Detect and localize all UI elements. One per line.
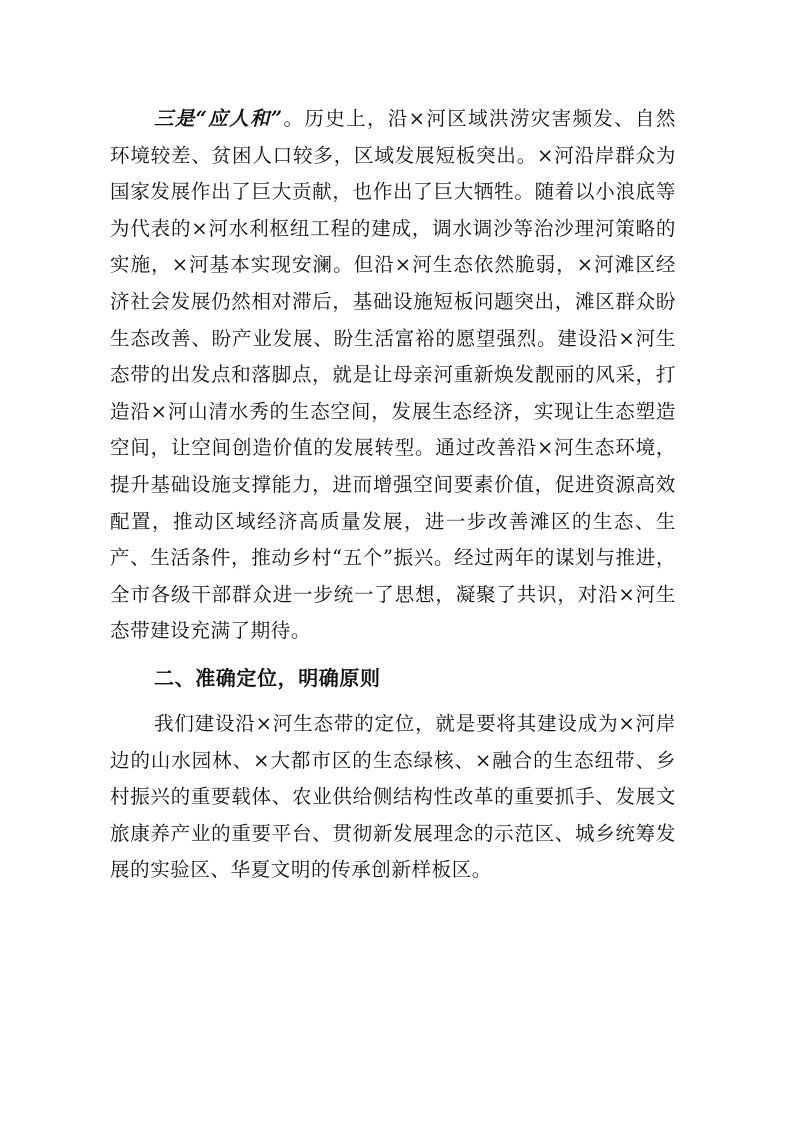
paragraph-lead-phrase: 三是“应人和” bbox=[154, 107, 283, 130]
document-body bbox=[110, 101, 676, 889]
paragraph-positioning: 我们建设沿×河生态带的定位，就是要将其建设成为×河岸边的山水园林、×大都市区的生态绿核、×融合的生态纽带、乡村振兴的重要载体、农业供给侧结构性改革的重要抓手、发展文旅康养产业的重要平台、贯彻新发展理念的示范区、城乡统筹发展的实验区、华夏文明的传承创新样板区。 bbox=[110, 711, 676, 882]
paragraph-history bbox=[110, 101, 676, 650]
section-heading: 二、准确定位，明确原则 bbox=[154, 665, 381, 690]
paragraph-history-text: 。历史上，沿×河区域洪涝灾害频发、自然环境较差、贫困人口较多，区域发展短板突出。×河沿岸群众为国家发展作出了巨大贡献，也作出了巨大牺牲。随着以小浪底等为代表的×河水利枢纽工程的建成，调水调沙等治沙理河策略的实施，×河基本实现安澜。但沿×河生态依然脆弱，×河滩区经济社会发展仍然相对滞后，基础设施短板问题突出，滩区群众盼生态改善、盼产业发展、盼生活富裕的愿望强烈。建设沿×河生态带的出发点和落脚点，就是让母亲河重新焕发靓丽的风采，打造沿×河山清水秀的生态空间，发展生态经济，实现让生态塑造空间，让空间创造价值的发展转型。通过改善沿×河生态环境，提升基础设施支撑能力，进而增强空间要素价值，促进资源高效配置，推动区域经济高质量发展，进一步改善滩区的生态、生产、生活条件，推动乡村“五个”振兴。经过两年的谋划与推进，全市各级干部群众进一步统一了思想，凝聚了共识，对沿×河生态带建设充满了期待。 bbox=[110, 107, 676, 643]
